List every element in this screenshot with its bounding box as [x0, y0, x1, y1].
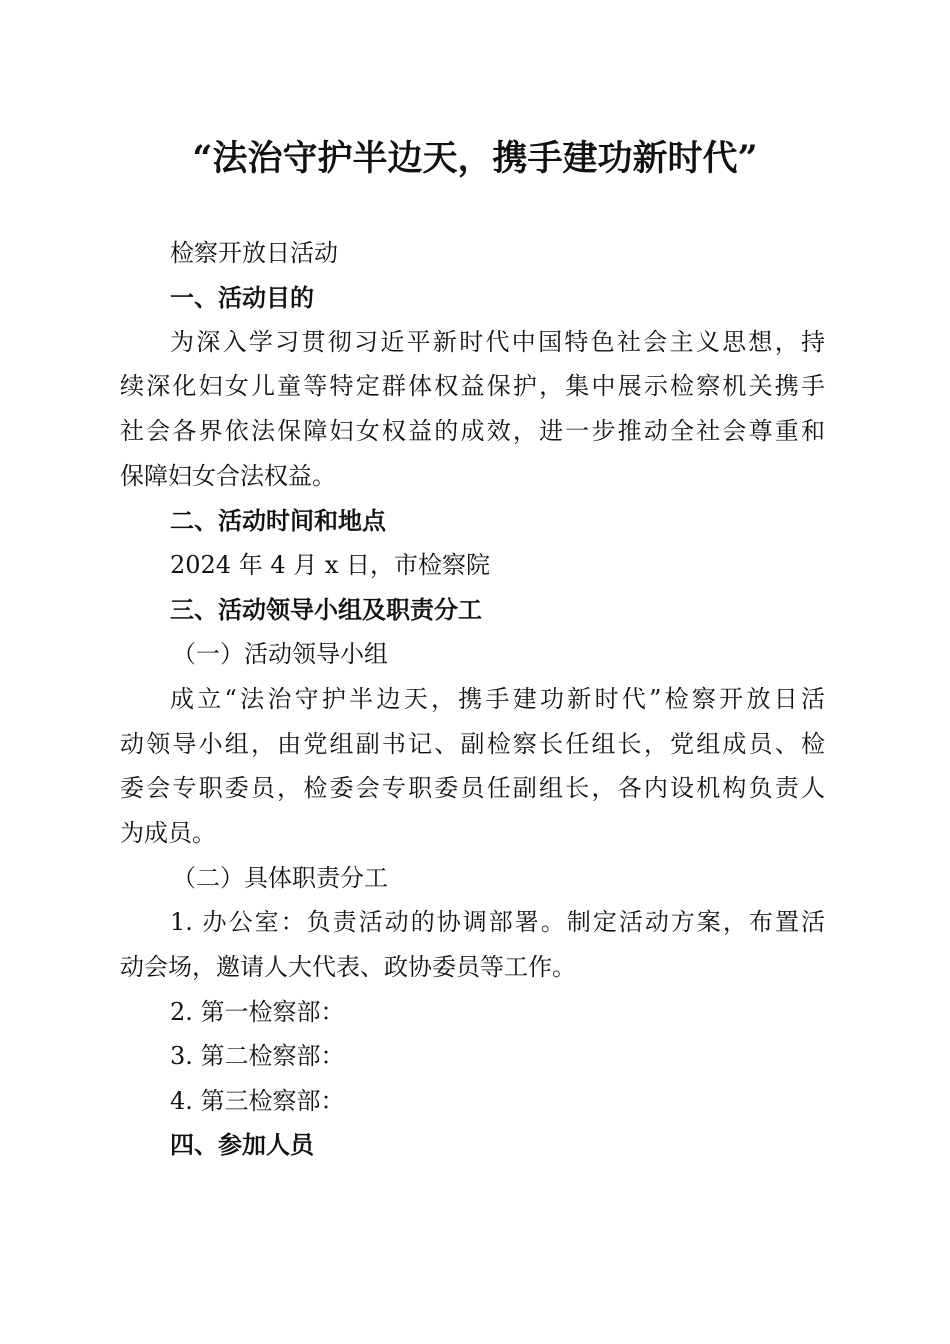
duty-item-first-procuratorate: 2. 第一检察部：	[170, 998, 345, 1026]
section-2-text: 2024 年 4 月 x 日，市检察院	[170, 551, 491, 579]
duty-item-second-procuratorate: 3. 第二检察部：	[170, 1042, 345, 1070]
duty-item-office-line: 1. 办公室：负责活动的协调部署。制定活动方案，布置活	[170, 908, 825, 936]
section-4-heading: 四、参加人员	[170, 1131, 314, 1159]
document-subtitle: 检察开放日活动	[170, 239, 338, 267]
section-3-sub-1-heading: （一）活动领导小组	[172, 640, 388, 668]
section-1-paragraph-line: 续深化妇女儿童等特定群体权益保护，集中展示检察机关携手	[120, 372, 825, 400]
section-1-paragraph-line: 保障妇女合法权益。	[120, 462, 336, 490]
section-1-paragraph-line: 为深入学习贯彻习近平新时代中国特色社会主义思想，持	[170, 328, 825, 356]
document-title: “法治守护半边天，携手建功新时代”	[192, 138, 758, 179]
section-2-heading: 二、活动时间和地点	[170, 507, 386, 535]
section-3-sub-1-paragraph-line: 动领导小组，由党组副书记、副检察长任组长，党组成员、检	[120, 730, 825, 758]
section-3-heading: 三、活动领导小组及职责分工	[170, 596, 482, 624]
section-3-sub-1-paragraph-line: 成立“法治守护半边天，携手建功新时代”检察开放日活	[170, 685, 825, 713]
section-3-sub-1-paragraph-line: 为成员。	[120, 819, 216, 847]
section-3-sub-1-paragraph-line: 委会专职委员，检委会专职委员任副组长，各内设机构负责人	[120, 774, 825, 802]
section-3-sub-2-heading: （二）具体职责分工	[172, 864, 388, 892]
duty-item-third-procuratorate: 4. 第三检察部：	[170, 1087, 345, 1115]
duty-item-office-line: 动会场，邀请人大代表、政协委员等工作。	[120, 953, 576, 981]
section-1-paragraph-line: 社会各界依法保障妇女权益的成效，进一步推动全社会尊重和	[120, 417, 825, 445]
section-1-heading: 一、活动目的	[170, 284, 314, 312]
